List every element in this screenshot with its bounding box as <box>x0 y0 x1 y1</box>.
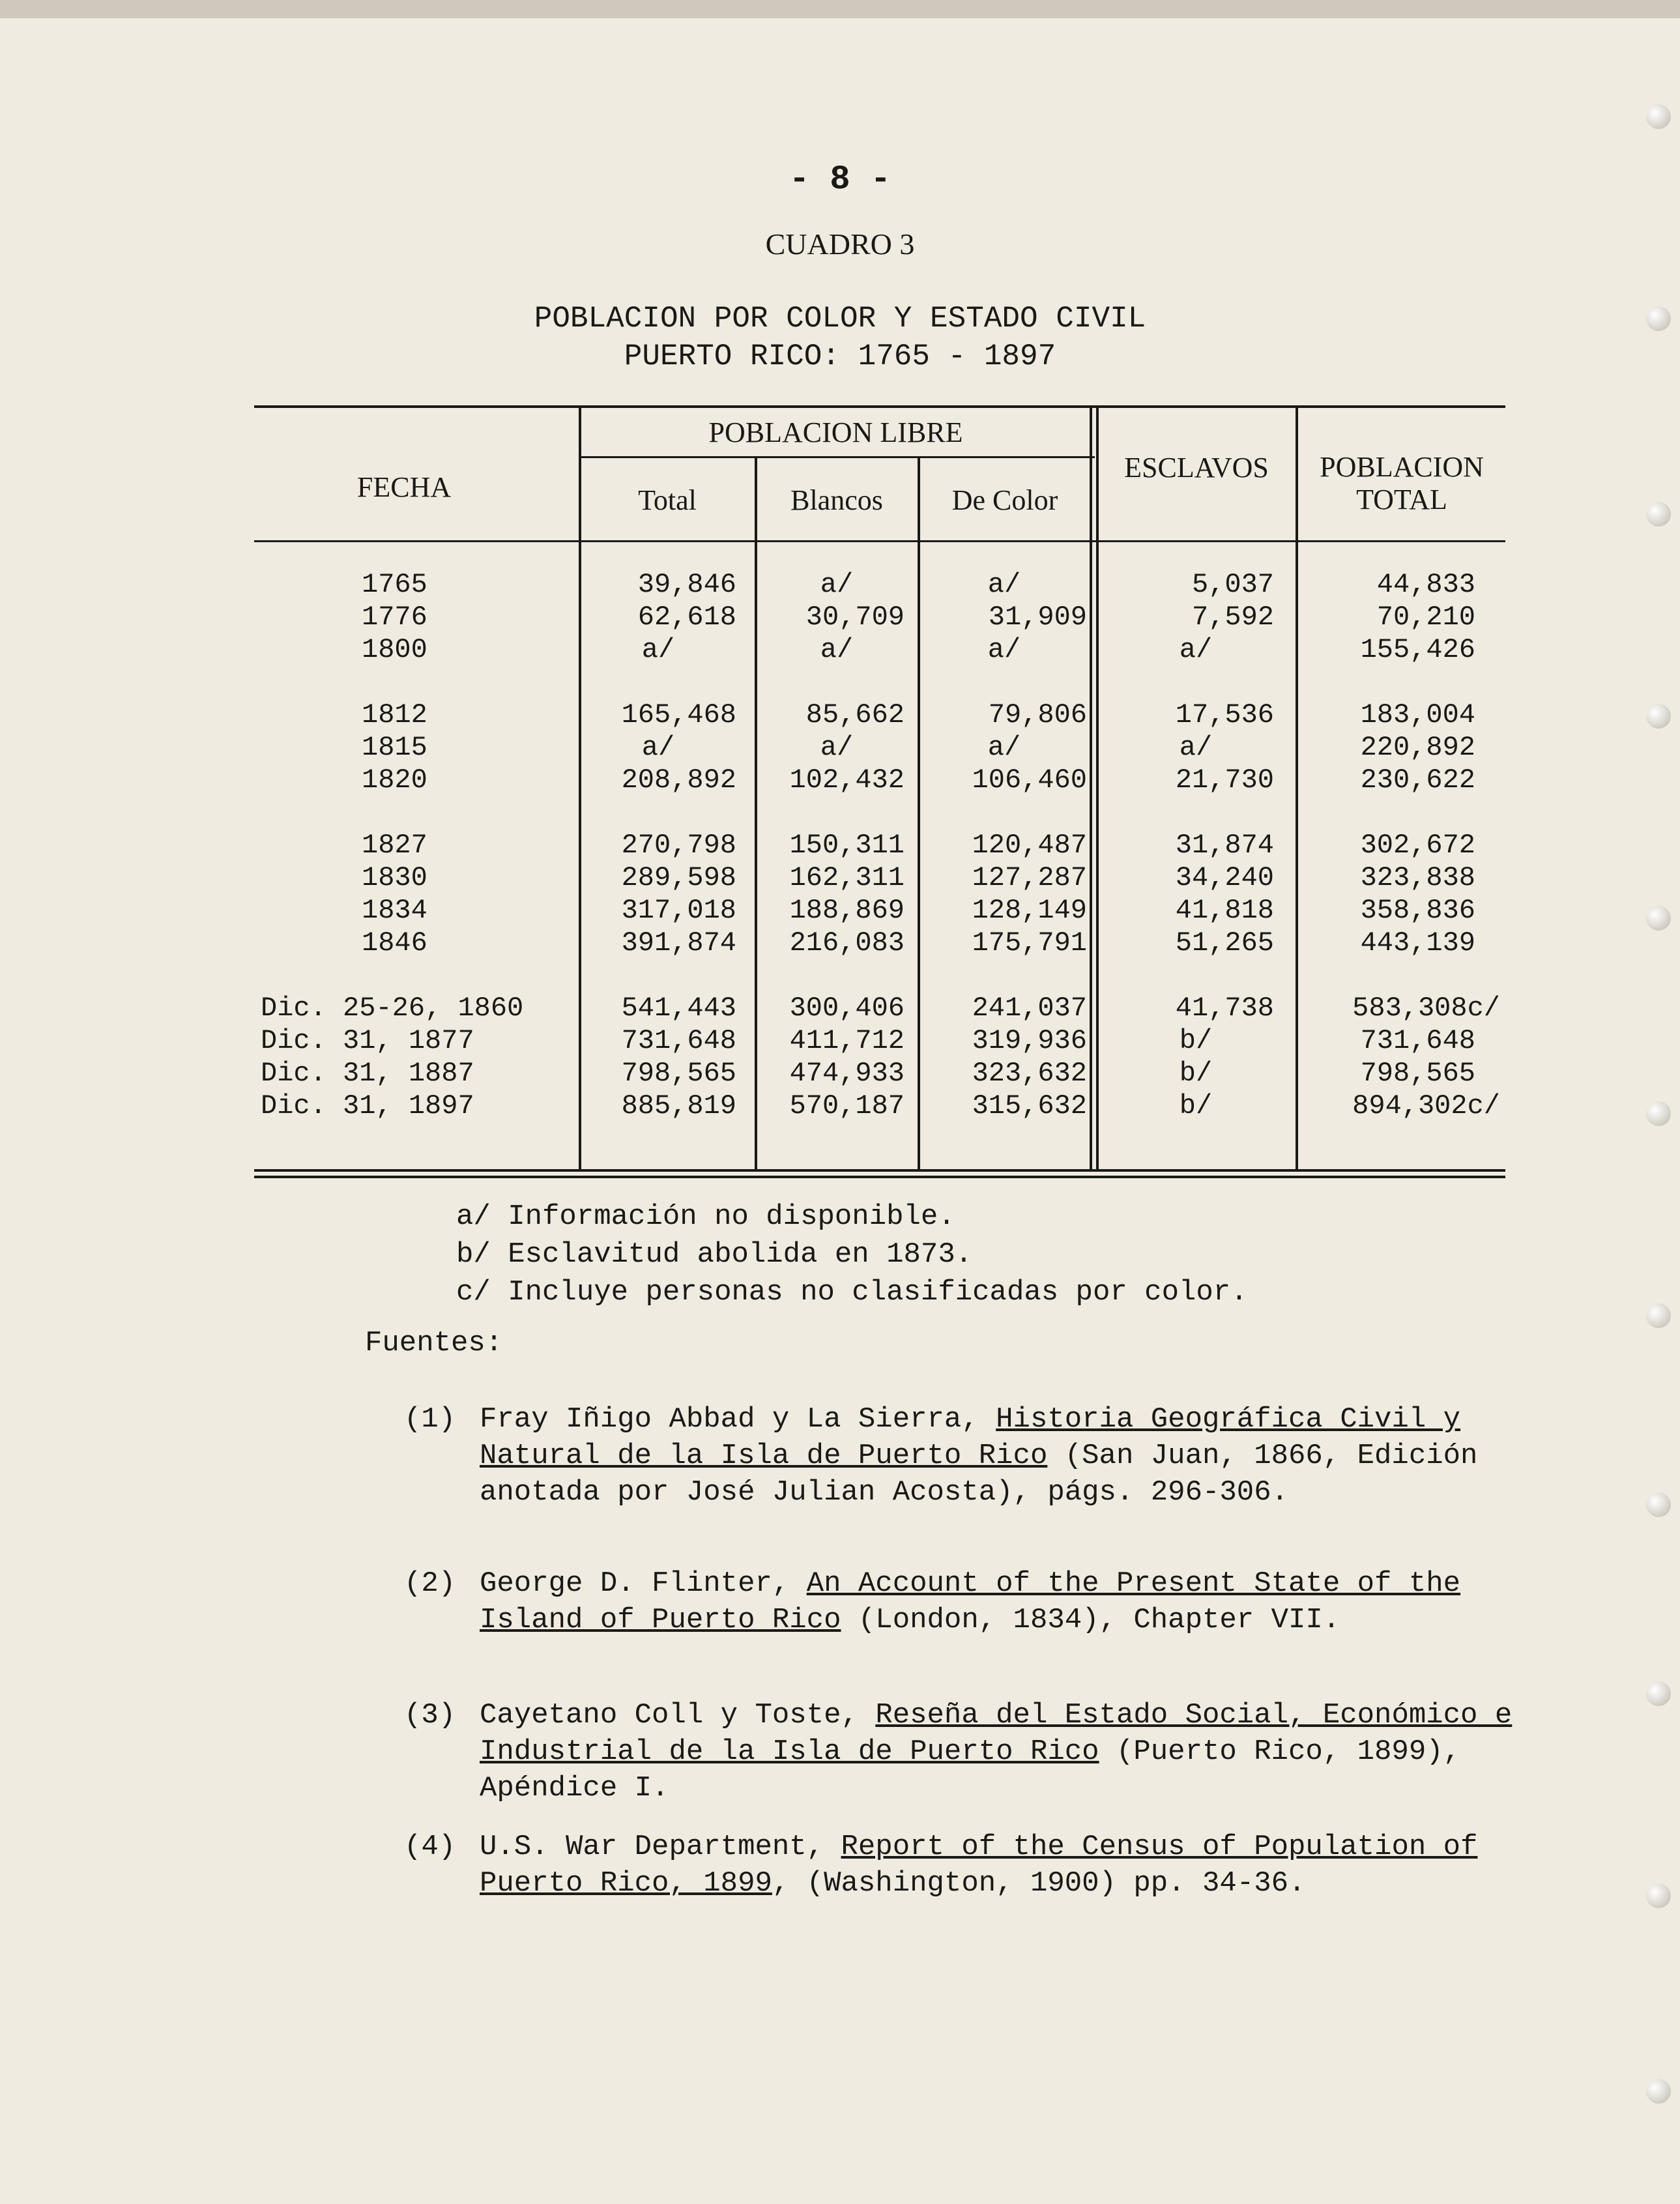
table-row <box>254 633 1505 666</box>
cell-blancos: 570,187 <box>789 1090 905 1122</box>
table-row <box>254 894 1505 927</box>
binder-hole <box>1646 1883 1671 1908</box>
cell-de-color: 315,632 <box>972 1090 1087 1122</box>
source-number: (3) <box>404 1699 456 1732</box>
binder-hole <box>1646 1492 1671 1517</box>
table-row <box>254 992 1505 1024</box>
cell-total: a/ <box>641 634 675 665</box>
cell-fecha: 1776 <box>362 602 427 633</box>
cell-esclavos: 17,536 <box>1175 699 1274 731</box>
header-esclavos: ESCLAVOS <box>1124 452 1269 484</box>
page-top-edge <box>0 0 1680 18</box>
table-label: CUADRO 3 <box>765 227 915 261</box>
cell-blancos: 30,709 <box>805 602 905 633</box>
header-bottom-rule <box>254 540 1505 542</box>
cell-esclavos: 41,818 <box>1175 895 1274 926</box>
header-total: Total <box>638 484 697 516</box>
binder-hole <box>1646 1101 1671 1126</box>
binder-hole <box>1646 1681 1671 1706</box>
binder-hole <box>1646 104 1671 129</box>
cell-fecha: 1830 <box>362 862 427 893</box>
cell-blancos: 411,712 <box>789 1025 905 1056</box>
cell-poblacion-total: 70,210 <box>1376 602 1475 633</box>
source-number: (2) <box>404 1567 456 1600</box>
cell-esclavos: 34,240 <box>1175 862 1274 893</box>
cell-fecha: 1765 <box>362 569 427 600</box>
cell-blancos: a/ <box>820 732 854 763</box>
cell-fecha: Dic. 31, 1887 <box>261 1058 474 1089</box>
cell-total: 885,819 <box>621 1090 736 1122</box>
sources-heading: Fuentes: <box>365 1327 503 1359</box>
cell-esclavos: 21,730 <box>1175 764 1274 796</box>
cell-fecha: 1834 <box>362 895 427 926</box>
cell-de-color: 323,632 <box>972 1058 1087 1089</box>
cell-esclavos: b/ <box>1179 1025 1213 1056</box>
cell-fecha: Dic. 31, 1897 <box>261 1090 474 1122</box>
note-a: a/ Información no disponible. <box>456 1200 955 1233</box>
cell-total: 317,018 <box>621 895 736 926</box>
source-title: Reseña del Estado Social, Económico e Industrial de la Isla de Puerto Rico <box>480 1699 1513 1768</box>
cell-total: 165,468 <box>621 699 736 731</box>
cell-de-color: 79,806 <box>988 699 1087 731</box>
table-row <box>254 862 1505 894</box>
header-poblacion-total: POBLACION TOTAL <box>1320 451 1484 515</box>
cell-blancos: 300,406 <box>789 993 905 1024</box>
cell-blancos: 162,311 <box>789 862 905 893</box>
table-top-rule <box>254 405 1505 408</box>
table-title <box>0 300 1680 375</box>
cell-total: 62,618 <box>637 602 736 633</box>
cell-esclavos: 51,265 <box>1175 927 1274 959</box>
source-text: George D. Flinter, An Account of the Present State of the Island of Puerto Rico (London, 1834), Chapter VII. <box>480 1567 1461 1636</box>
cell-fecha: 1812 <box>362 699 427 731</box>
source-number: (4) <box>404 1831 456 1863</box>
cell-esclavos: 41,738 <box>1175 993 1274 1024</box>
cell-total: 798,565 <box>621 1058 736 1089</box>
cell-esclavos: 5,037 <box>1191 569 1274 600</box>
page-number: - 8 - <box>789 160 891 199</box>
cell-blancos: 102,432 <box>789 764 905 796</box>
cell-poblacion-total: 443,139 <box>1360 927 1475 959</box>
table-row <box>254 731 1505 764</box>
source-text: Fray Iñigo Abbad y La Sierra, Historia Geográfica Civil y Natural de la Isla de Puerto Rico (San Juan, 1866, Edición anotada por José Julian Acosta), págs. 296-306. <box>480 1403 1478 1509</box>
cell-poblacion-total: 230,622 <box>1360 764 1475 796</box>
source-title: Historia Geográfica Civil y Natural de la Isla de Puerto Rico <box>480 1403 1461 1472</box>
header-fecha: FECHA <box>356 471 452 503</box>
cell-fecha: Dic. 31, 1877 <box>261 1025 474 1056</box>
cell-esclavos: 7,592 <box>1191 602 1274 633</box>
cell-total: 391,874 <box>621 927 736 959</box>
cell-blancos: a/ <box>820 634 854 665</box>
binder-hole <box>1646 2079 1671 2104</box>
cell-de-color: 106,460 <box>972 764 1087 796</box>
cell-de-color: 127,287 <box>972 862 1087 893</box>
cell-fecha: 1815 <box>362 732 427 763</box>
header-de-color: De Color <box>951 484 1058 516</box>
binder-hole <box>1646 906 1671 931</box>
table-row <box>254 699 1505 731</box>
cell-fecha: Dic. 25-26, 1860 <box>261 993 524 1024</box>
cell-poblacion-total: 583,308c/ <box>1352 993 1500 1024</box>
cell-esclavos: a/ <box>1179 634 1213 665</box>
cell-de-color: 319,936 <box>972 1025 1087 1056</box>
cell-poblacion-total: 220,892 <box>1360 732 1475 763</box>
cell-fecha: 1800 <box>362 634 427 665</box>
title-line-1: POBLACION POR COLOR Y ESTADO CIVIL <box>534 302 1146 336</box>
cell-blancos: a/ <box>820 569 854 600</box>
table-row <box>254 829 1505 862</box>
binder-hole <box>1646 502 1671 527</box>
cell-esclavos: a/ <box>1179 732 1213 763</box>
cell-de-color: 175,791 <box>972 927 1087 959</box>
cell-total: 731,648 <box>621 1025 736 1056</box>
source-text: Cayetano Coll y Toste, Reseña del Estado Social, Económico e Industrial de la Isla de Puerto Rico (Puerto Rico, 1899), Apéndice I. <box>480 1699 1513 1805</box>
cell-poblacion-total: 183,004 <box>1360 699 1475 731</box>
libre-subheader-rule <box>580 456 1095 458</box>
table-row <box>254 601 1505 633</box>
cell-de-color: a/ <box>987 732 1021 763</box>
cell-blancos: 85,662 <box>805 699 905 731</box>
cell-fecha: 1827 <box>362 830 427 861</box>
table-row <box>254 1024 1505 1057</box>
cell-esclavos: b/ <box>1179 1058 1213 1089</box>
title-line-2: PUERTO RICO: 1765 - 1897 <box>624 340 1056 373</box>
binder-hole <box>1646 704 1671 729</box>
cell-blancos: 474,933 <box>789 1058 905 1089</box>
table-bottom-rule <box>254 1169 1505 1172</box>
cell-poblacion-total: 302,672 <box>1360 830 1475 861</box>
cell-de-color: 120,487 <box>972 830 1087 861</box>
table-row <box>254 568 1505 601</box>
source-title: Report of the Census of Population of Puerto Rico, 1899 <box>480 1831 1478 1900</box>
source-title: An Account of the Present State of the Island of Puerto Rico <box>480 1567 1461 1636</box>
cell-total: a/ <box>641 732 675 763</box>
cell-de-color: a/ <box>987 634 1021 665</box>
source-number: (1) <box>404 1403 456 1436</box>
cell-poblacion-total: 894,302c/ <box>1352 1090 1500 1122</box>
table-row <box>254 764 1505 796</box>
cell-poblacion-total: 155,426 <box>1360 634 1475 665</box>
cell-de-color: 241,037 <box>972 993 1087 1024</box>
cell-fecha: 1820 <box>362 764 427 796</box>
cell-total: 289,598 <box>621 862 736 893</box>
table-row <box>254 1090 1505 1122</box>
cell-poblacion-total: 798,565 <box>1360 1058 1475 1089</box>
cell-esclavos: 31,874 <box>1175 830 1274 861</box>
binder-hole <box>1646 1303 1671 1328</box>
cell-blancos: 150,311 <box>789 830 905 861</box>
cell-blancos: 216,083 <box>789 927 905 959</box>
cell-blancos: 188,869 <box>789 895 905 926</box>
cell-de-color: 128,149 <box>972 895 1087 926</box>
cell-poblacion-total: 323,838 <box>1360 862 1475 893</box>
cell-poblacion-total: 358,836 <box>1360 895 1475 926</box>
population-table <box>254 405 1505 1181</box>
note-c: c/ Incluye personas no clasificadas por color. <box>456 1276 1248 1309</box>
cell-total: 208,892 <box>621 764 736 796</box>
table-row <box>254 927 1505 959</box>
table-bottom-rule-2 <box>254 1176 1505 1178</box>
cell-total: 541,443 <box>621 993 736 1024</box>
cell-de-color: a/ <box>987 569 1021 600</box>
cell-de-color: 31,909 <box>988 602 1087 633</box>
table-notes <box>456 1198 1248 1311</box>
header-blancos: Blancos <box>790 484 883 516</box>
note-b: b/ Esclavitud abolida en 1873. <box>456 1238 973 1271</box>
source-text: U.S. War Department, Report of the Census of Population of Puerto Rico, 1899, (Washington, 1900) pp. 34-36. <box>480 1831 1478 1900</box>
cell-total: 270,798 <box>621 830 736 861</box>
table-row <box>254 1057 1505 1090</box>
cell-total: 39,846 <box>637 569 736 600</box>
cell-poblacion-total: 44,833 <box>1376 569 1475 600</box>
cell-fecha: 1846 <box>362 927 427 959</box>
cell-poblacion-total: 731,648 <box>1360 1025 1475 1056</box>
header-poblacion-libre: POBLACION LIBRE <box>708 416 963 448</box>
cell-esclavos: b/ <box>1179 1090 1213 1122</box>
